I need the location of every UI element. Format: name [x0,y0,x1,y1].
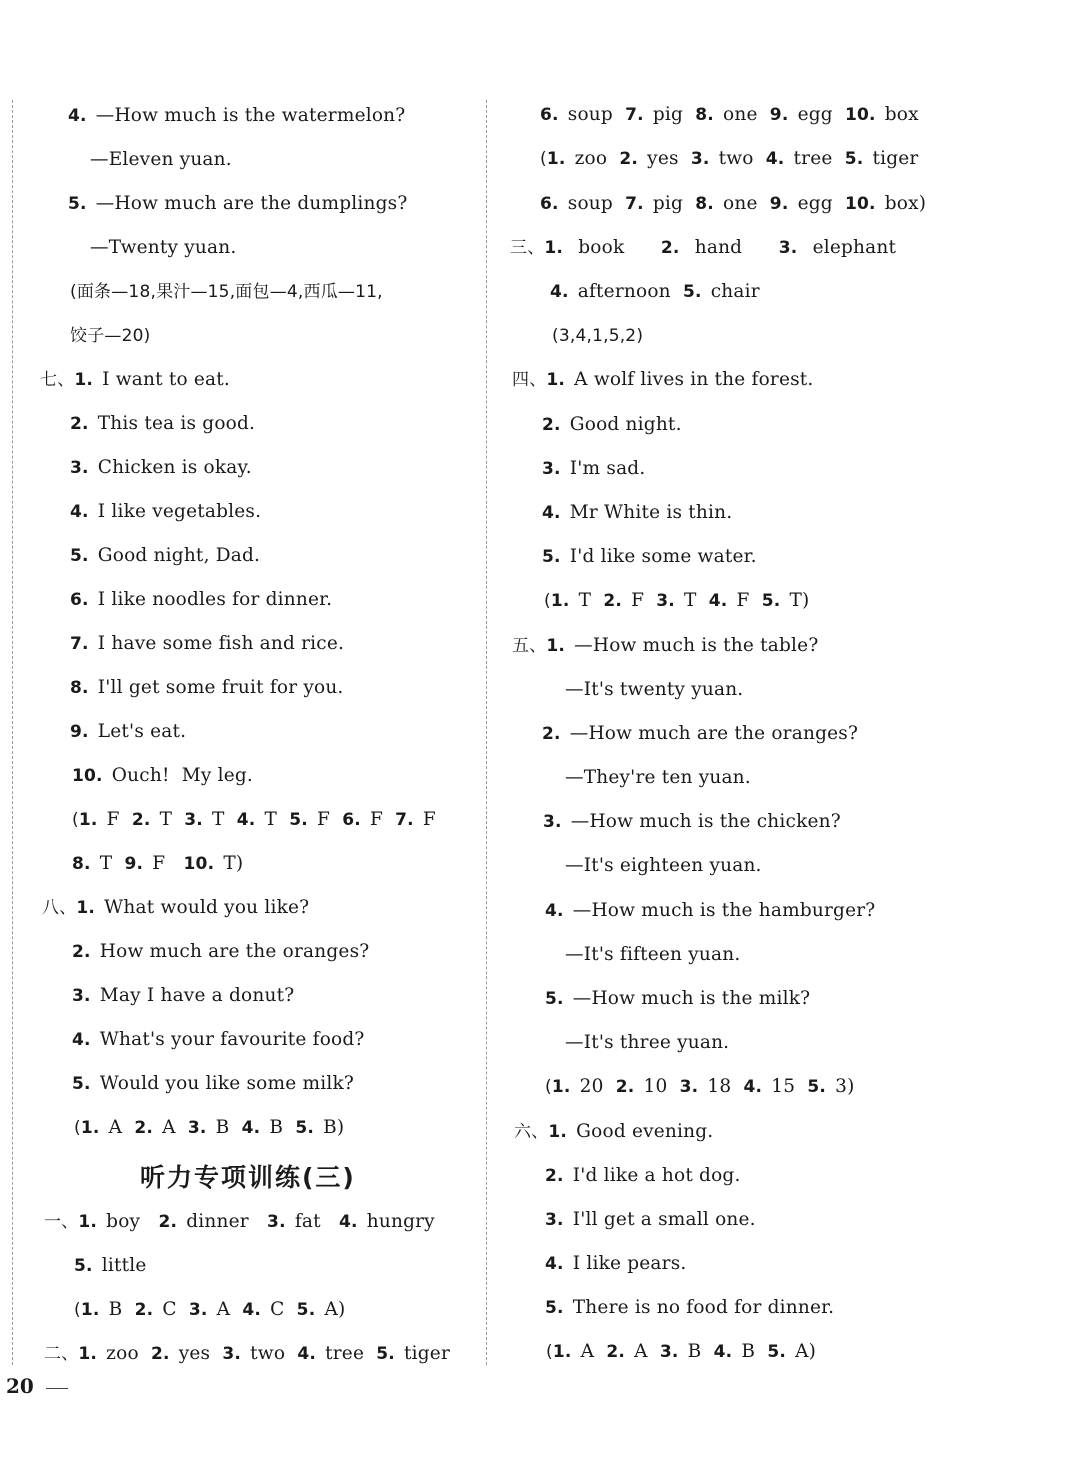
answer-text: I'll get some fruit for you. [91,677,344,698]
left-answer-line [70,456,252,480]
answer-text: —How much is the hamburger? [566,900,876,921]
page-number: 20 [6,1374,34,1398]
right-answer-line [512,634,818,658]
item-number: 6. [540,194,559,214]
right-answer-line [545,987,810,1011]
left-answer-line [72,1028,365,1052]
answer-text: B [681,1341,714,1362]
item-number: 1. [546,636,566,656]
item-number: 5. [289,810,308,830]
right-answer-line [543,810,841,834]
item-number: 5. [376,1344,395,1364]
item-number: 4. [743,1077,763,1097]
item-number: 2. [542,724,561,744]
left-answer-line [72,984,294,1008]
answer-text: Good evening. [570,1121,714,1142]
answer-text: B [735,1341,768,1362]
right-answer-line [510,236,896,260]
answer-text: two [712,148,766,169]
answer-text: I'm sad. [563,458,646,479]
item-number: 10. [72,766,103,786]
item-number: 3. [778,238,798,258]
item-number: 2. [615,1077,635,1097]
item-number: 5. [545,1298,564,1318]
answer-text: 七、 [40,370,75,390]
item-number: 5. [296,1300,316,1320]
answer-text: boy [100,1211,159,1232]
item-number: 1. [80,1300,100,1320]
item-number: 3. [656,591,675,611]
item-number: 8. [72,854,91,874]
answer-text: F [146,853,184,874]
left-answer-line [70,544,260,568]
item-number: 4. [708,591,728,611]
item-number: 9. [124,854,144,874]
item-number: 9. [70,722,89,742]
right-answer-line [545,899,875,923]
answer-text: A [628,1341,660,1362]
item-number: 5. [807,1077,827,1097]
item-number: 1. [546,149,566,169]
item-number: 4. [765,149,785,169]
item-number: 6. [540,105,559,125]
answer-text: Would you like some milk? [93,1073,354,1094]
answer-text: A) [789,1341,817,1362]
answer-text: —How much is the chicken? [564,811,841,832]
right-answer-line [545,1208,756,1232]
right-answer-line [544,589,809,613]
item-number: 4. [338,1212,358,1232]
answer-text: 20 [573,1076,616,1097]
answer-text: egg [791,193,845,214]
item-number: 7. [395,810,414,830]
answer-text: —How much is the milk? [566,988,811,1009]
answer-text: 六、 [514,1122,549,1142]
right-answer-line [550,280,760,304]
answer-text: F [363,809,396,830]
answer-text: fat [288,1211,339,1232]
item-number: 5. [761,591,781,611]
item-number: 9. [769,194,789,214]
answer-text: yes [172,1343,223,1364]
item-number: 1. [78,1344,98,1364]
answer-text: —How much is the watermelon? [89,105,406,126]
answer-text: ( [74,1300,81,1320]
item-number: 1. [78,1212,98,1232]
answer-text: B [209,1117,242,1138]
item-number: 2. [545,1166,564,1186]
answer-text: F [730,590,762,611]
left-answer-line [72,808,436,832]
answer-text: F [310,809,343,830]
right-answer-line [546,1340,816,1364]
answer-text: Good night, Dad. [91,545,261,566]
item-number: 1. [544,238,564,258]
answer-text: C [156,1299,189,1320]
answer-text: May I have a donut? [93,985,295,1006]
item-number: 3. [184,810,203,830]
item-number: 8. [695,194,714,214]
right-answer-line [542,545,757,569]
answer-text: 四、 [512,370,547,390]
answer-text: zoo [568,148,620,169]
answer-text: 二、 [44,1344,79,1364]
right-answer-line [545,1252,686,1276]
answer-text: elephant [800,237,897,258]
answer-text: How much are the oranges? [93,941,370,962]
answer-text: Ouch! My leg. [105,765,254,786]
answer-text: chair [704,281,760,302]
item-number: 3. [545,1210,564,1230]
right-answer-line [565,766,751,790]
answer-text: I have some fish and rice. [91,633,345,654]
right-answer-line [514,1120,713,1144]
left-answer-line [72,852,243,876]
answer-text: A [210,1299,243,1320]
right-answer-line [565,678,743,702]
answer-text: soup [561,193,626,214]
item-number: 3. [543,812,562,832]
item-number: 1. [546,370,566,390]
item-number: 2. [70,414,89,434]
answer-text: Let's eat. [91,721,187,742]
left-margin-dashed-line [12,100,13,1365]
left-answer-line [44,1210,435,1234]
answer-text: —It's fifteen yuan. [565,944,741,965]
answer-text: one [716,193,770,214]
answer-text: ( [72,810,79,830]
answer-text: T [93,853,125,874]
answer-text: B) [317,1117,345,1138]
left-answer-line [74,1116,344,1140]
answer-text: F [416,809,436,830]
answer-text: egg [791,104,845,125]
item-number: 2. [134,1118,154,1138]
left-answer-line [44,1342,450,1366]
answer-text: box [878,104,919,125]
answer-text: —They're ten yuan. [565,767,751,788]
item-number: 4. [68,106,87,126]
answer-text: book [566,237,661,258]
item-number: 4. [545,1254,564,1274]
right-answer-line [545,1164,741,1188]
item-number: 5. [295,1118,314,1138]
right-answer-line [542,413,682,437]
left-answer-line [74,1254,147,1278]
item-number: 5. [74,1256,93,1276]
answer-text: two [244,1343,298,1364]
item-number: 5. [72,1074,91,1094]
answer-text: (3,4,1,5,2) [552,326,644,346]
item-number: 3. [690,149,710,169]
answer-text: 三、 [510,238,545,258]
answer-text: 15 [765,1076,808,1097]
item-number: 5. [70,546,89,566]
answer-text: (面条—18,果汁—15,面包—4,西瓜—11, [70,282,383,302]
right-answer-line [540,192,926,216]
answer-text: ( [546,1342,553,1362]
item-number: 3. [187,1118,207,1138]
right-answer-line [565,1031,729,1055]
item-number: 4. [550,282,569,302]
answer-text: A wolf lives in the forest. [568,369,814,390]
left-answer-line [70,632,344,656]
item-number: 5. [545,989,564,1009]
answer-text: afternoon [571,281,683,302]
item-number: 2. [131,810,151,830]
item-number: 1. [550,591,570,611]
right-answer-line [542,501,732,525]
answer-text: tree [787,148,845,169]
answer-text: Chicken is okay. [91,457,252,478]
answer-text: box) [878,193,927,214]
answer-text: —How much is the table? [568,635,819,656]
right-answer-line [542,457,645,481]
item-number: 7. [625,105,644,125]
item-number: 5. [844,149,864,169]
answer-text: What would you like? [98,897,310,918]
answer-text: ( [74,1118,81,1138]
left-answer-line [72,940,369,964]
item-number: 3. [659,1342,679,1362]
item-number: 5. [767,1342,786,1362]
item-number: 4. [72,1030,91,1050]
left-answer-line [70,720,186,744]
answer-text: 10 [637,1076,680,1097]
item-number: 2. [134,1300,154,1320]
answer-text: tiger [866,148,919,169]
answer-text: I like pears. [566,1253,687,1274]
item-number: 1. [552,1342,572,1362]
answer-text: pig [646,193,696,214]
item-number: 5. [682,282,702,302]
answer-text: —It's three yuan. [565,1032,730,1053]
answer-text: ( [544,591,551,611]
answer-text: Good night. [563,414,682,435]
answer-text: I like vegetables. [91,501,262,522]
item-number: 7. [625,194,644,214]
item-number: 5. [542,547,561,567]
answer-text: —Twenty yuan. [90,237,237,258]
item-number: 1. [78,810,98,830]
item-number: 3. [679,1077,699,1097]
item-number: 8. [70,678,89,698]
answer-text: ( [545,1077,552,1097]
left-answer-line [70,588,332,612]
right-answer-line [540,103,919,127]
right-answer-line [542,722,858,746]
item-number: 4. [542,503,561,523]
answer-text: ( [540,149,547,169]
left-answer-line [42,896,309,920]
item-number: 8. [695,105,714,125]
item-number: 6. [342,810,361,830]
item-number: 4. [236,810,256,830]
answer-text: What's your favourite food? [93,1029,365,1050]
item-number: 2. [150,1344,170,1364]
item-number: 1. [76,898,96,918]
answer-text: dinner [180,1211,268,1232]
answer-text: T) [783,590,810,611]
item-number: 4. [297,1344,317,1364]
answer-text: hand [682,237,779,258]
answer-text: T [153,809,185,830]
left-answer-line [90,148,232,172]
item-number: 1. [80,1118,100,1138]
item-number: 5. [68,194,87,214]
answer-text: 五、 [512,636,547,656]
answer-text: little [95,1255,147,1276]
item-number: 3. [222,1344,242,1364]
item-number: 1. [548,1122,568,1142]
answer-text: 饺子—20) [70,326,151,346]
item-number: 1. [551,1077,571,1097]
column-divider-dashed-line [486,100,487,1365]
answer-text: —How much are the dumplings? [89,193,408,214]
answer-text: soup [561,104,626,125]
item-number: 4. [70,502,89,522]
item-number: 7. [70,634,89,654]
item-number: 2. [660,238,680,258]
right-answer-line [545,1075,855,1099]
answer-text: T [572,590,604,611]
item-number: 4. [242,1300,262,1320]
answer-text: I want to eat. [96,369,231,390]
left-answer-line [74,1298,345,1322]
item-number: 2. [603,591,622,611]
item-number: 1. [74,370,94,390]
answer-text: A [574,1341,607,1362]
left-answer-line [70,280,383,304]
answer-text: 3) [829,1076,855,1097]
answer-text: F [100,809,132,830]
left-answer-line [70,676,344,700]
answer-text: I like noodles for dinner. [91,589,333,610]
answer-text: B [102,1299,135,1320]
answer-text: —It's eighteen yuan. [565,855,762,876]
answer-text: T [677,590,709,611]
answer-text: one [716,104,770,125]
answer-text: A [156,1117,188,1138]
left-answer-line [72,764,253,788]
right-answer-line [540,147,918,171]
left-answer-line [70,412,255,436]
item-number: 6. [70,590,89,610]
item-number: 10. [844,105,876,125]
answer-text: Mr White is thin. [563,502,733,523]
answer-text: tiger [397,1343,451,1364]
answer-text: T [205,809,237,830]
answer-text: yes [641,148,691,169]
answer-text: hungry [360,1211,435,1232]
answer-text: There is no food for dinner. [566,1297,835,1318]
item-number: 4. [713,1342,733,1362]
answer-text: —It's twenty yuan. [565,679,744,700]
answer-text: C [264,1299,297,1320]
item-number: 10. [183,854,215,874]
section-title: 听力专项训练(三) [140,1163,356,1192]
item-number: 2. [158,1212,178,1232]
item-number: 4. [545,901,564,921]
item-number: 4. [241,1118,261,1138]
answer-text: I'll get a small one. [566,1209,756,1230]
answer-text: I'd like some water. [563,546,757,567]
right-answer-line [552,324,643,348]
answer-text: A) [318,1299,346,1320]
right-answer-line [565,854,762,878]
answer-text: —How much are the oranges? [563,723,859,744]
left-answer-line [72,1072,354,1096]
item-number: 3. [267,1212,286,1232]
item-number: 9. [769,105,789,125]
answer-text: F [625,590,657,611]
answer-text: pig [646,104,696,125]
answer-text: tree [319,1343,377,1364]
item-number: 2. [619,149,639,169]
item-number: 2. [606,1342,626,1362]
item-number: 3. [70,458,89,478]
right-answer-line [545,1296,834,1320]
answer-text: I'd like a hot dog. [566,1165,741,1186]
item-number: 2. [72,942,91,962]
answer-text: B [263,1117,296,1138]
answer-text: zoo [100,1343,151,1364]
left-answer-line [90,236,236,260]
answer-text: A [102,1117,135,1138]
left-answer-line [70,500,261,524]
right-answer-line [512,368,814,392]
item-number: 3. [72,986,91,1006]
left-answer-line [70,324,150,348]
answer-text: This tea is good. [91,413,256,434]
answer-text: 18 [701,1076,744,1097]
answer-text: T) [217,853,244,874]
answer-text: T [258,809,290,830]
answer-text: —Eleven yuan. [90,149,232,170]
item-number: 10. [844,194,876,214]
item-number: 3. [188,1300,208,1320]
page-number-dash [46,1388,68,1389]
left-answer-line [40,368,230,392]
item-number: 3. [542,459,561,479]
right-answer-line [565,943,740,967]
left-answer-line [68,192,408,216]
left-answer-line [68,104,405,128]
item-number: 2. [542,415,561,435]
answer-text: 一、 [44,1212,79,1232]
answer-text: 八、 [42,898,77,918]
